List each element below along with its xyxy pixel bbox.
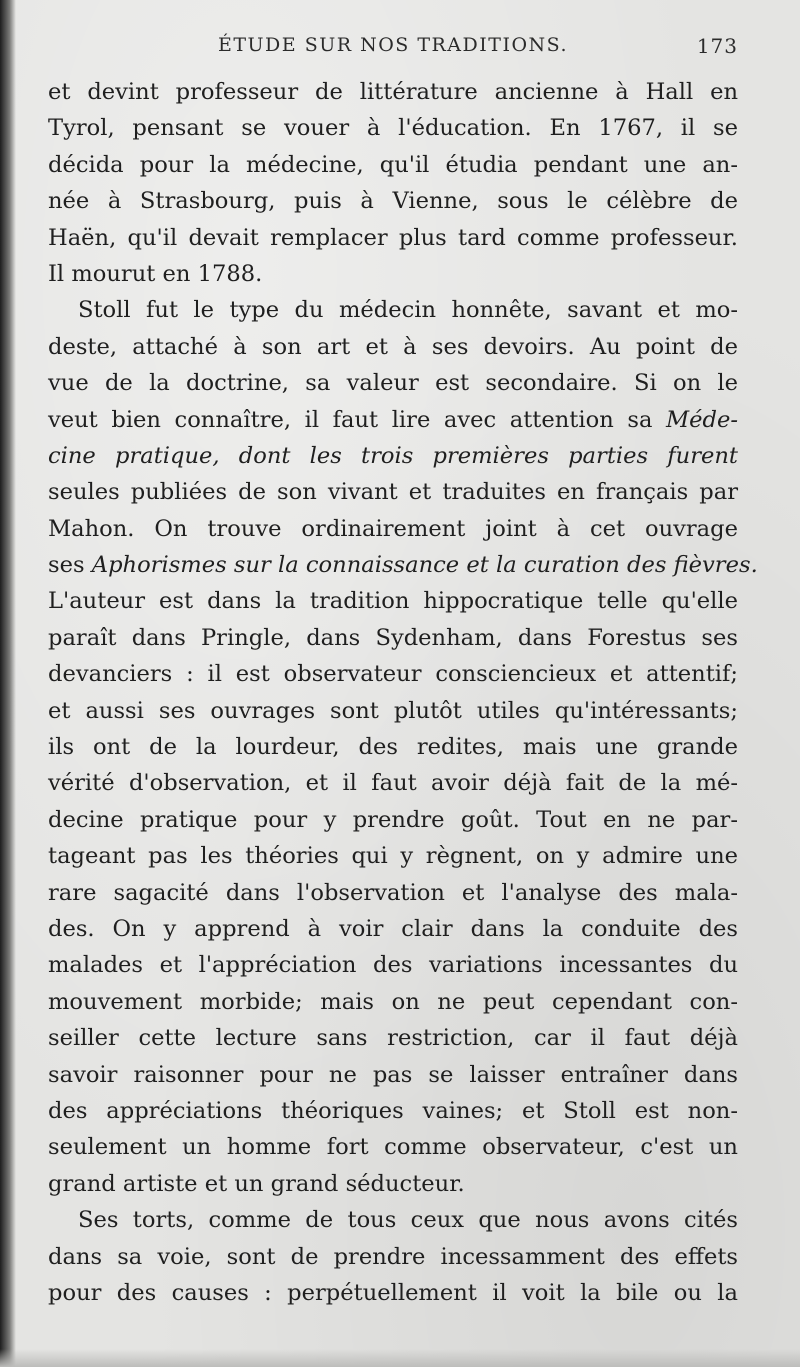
text-line: ils ont de la lourdeur, des redites, mais une grande — [48, 734, 738, 761]
text-line: vue de la doctrine, sa valeur est secondaire. Si on le — [48, 370, 738, 397]
text-line: decine pratique pour y prendre goût. Tout en ne par- — [48, 806, 738, 833]
text-line: et devint professeur de littérature ancienne à Hall en — [48, 79, 738, 105]
text-line: paraît dans Pringle, dans Sydenham, dans Forestus ses — [48, 624, 738, 651]
text-line: savoir raisonner pour ne pas se laisser entraîner dans — [48, 1061, 738, 1088]
text-line — [48, 402, 738, 438]
text-line: Il mourut en 1788. — [48, 260, 263, 287]
text-line: Stoll fut le type du médecin honnête, savant et mo- — [78, 297, 738, 324]
text-line: Tyrol, pensant se vouer à l'éducation. En 1767, il se — [48, 115, 738, 142]
text-line: vérité d'observation, et il faut avoir déjà fait de la mé- — [48, 770, 738, 797]
text-line: Ses torts, comme de tous ceux que nous avons cités — [78, 1207, 738, 1234]
page-number: 173 — [696, 34, 738, 58]
text-line: Haën, qu'il devait remplacer plus tard comme professeur. — [48, 224, 738, 251]
running-head — [60, 34, 738, 62]
text-line: devanciers : il est observateur consciencieux et attentif; — [48, 661, 738, 688]
text-line: tageant pas les théories qui y règnent, on y admire une — [48, 843, 738, 870]
text-line: et aussi ses ouvrages sont plutôt utiles qu'intéressants; — [48, 697, 738, 724]
italic-title-fragment: cine — [48, 442, 96, 469]
italic-title-fragment: Méde- — [666, 406, 738, 433]
text-line: née à Strasbourg, puis à Vienne, sous le célèbre de — [48, 188, 738, 215]
text-line: mouvement morbide; mais on ne peut cependant con- — [48, 988, 738, 1015]
body-text — [48, 74, 758, 1311]
italic-title: Aphorismes sur la connaissance et la curation des fièvres. — [91, 552, 758, 579]
text-line: pour des causes : perpétuellement il voit la bile ou la — [48, 1279, 738, 1306]
text-line: décida pour la médecine, qu'il étudia pendant une an- — [48, 151, 738, 178]
text-line — [48, 547, 758, 583]
text-line: malades et l'appréciation des variations incessantes du — [48, 952, 738, 979]
text-fragment: veut bien connaître, il faut lire avec attention sa — [48, 406, 667, 433]
page-bottom-edge — [0, 1349, 800, 1367]
text-line: grand artiste et un grand séducteur. — [48, 1170, 465, 1197]
text-line: dans sa voie, sont de prendre incessamment des effets — [48, 1243, 738, 1270]
text-line: seiller cette lecture sans restriction, car il faut déjà — [48, 1025, 738, 1052]
text-line — [48, 438, 738, 474]
text-line: rare sagacité dans l'observation et l'analyse des mala- — [48, 879, 738, 906]
text-line: deste, attaché à son art et à ses devoirs. Au point de — [48, 333, 738, 360]
text-line: des. On y apprend à voir clair dans la conduite des — [48, 915, 738, 942]
text-line: Mahon. On trouve ordinairement joint à cet ouvrage — [48, 515, 738, 542]
text-fragment: ses — [48, 552, 92, 579]
text-line: L'auteur est dans la tradition hippocratique telle qu'elle — [48, 588, 738, 615]
binding-shadow — [0, 0, 16, 1367]
text-line: seulement un homme fort comme observateur, c'est un — [48, 1134, 738, 1161]
text-line: seules publiées de son vivant et traduites en français par — [48, 479, 738, 506]
text-line: des appréciations théoriques vaines; et Stoll est non- — [48, 1097, 738, 1124]
italic-title-fragment: pratique, dont les trois premières parties furent — [95, 442, 738, 469]
running-title: ÉTUDE SUR NOS TRADITIONS. — [218, 34, 569, 56]
